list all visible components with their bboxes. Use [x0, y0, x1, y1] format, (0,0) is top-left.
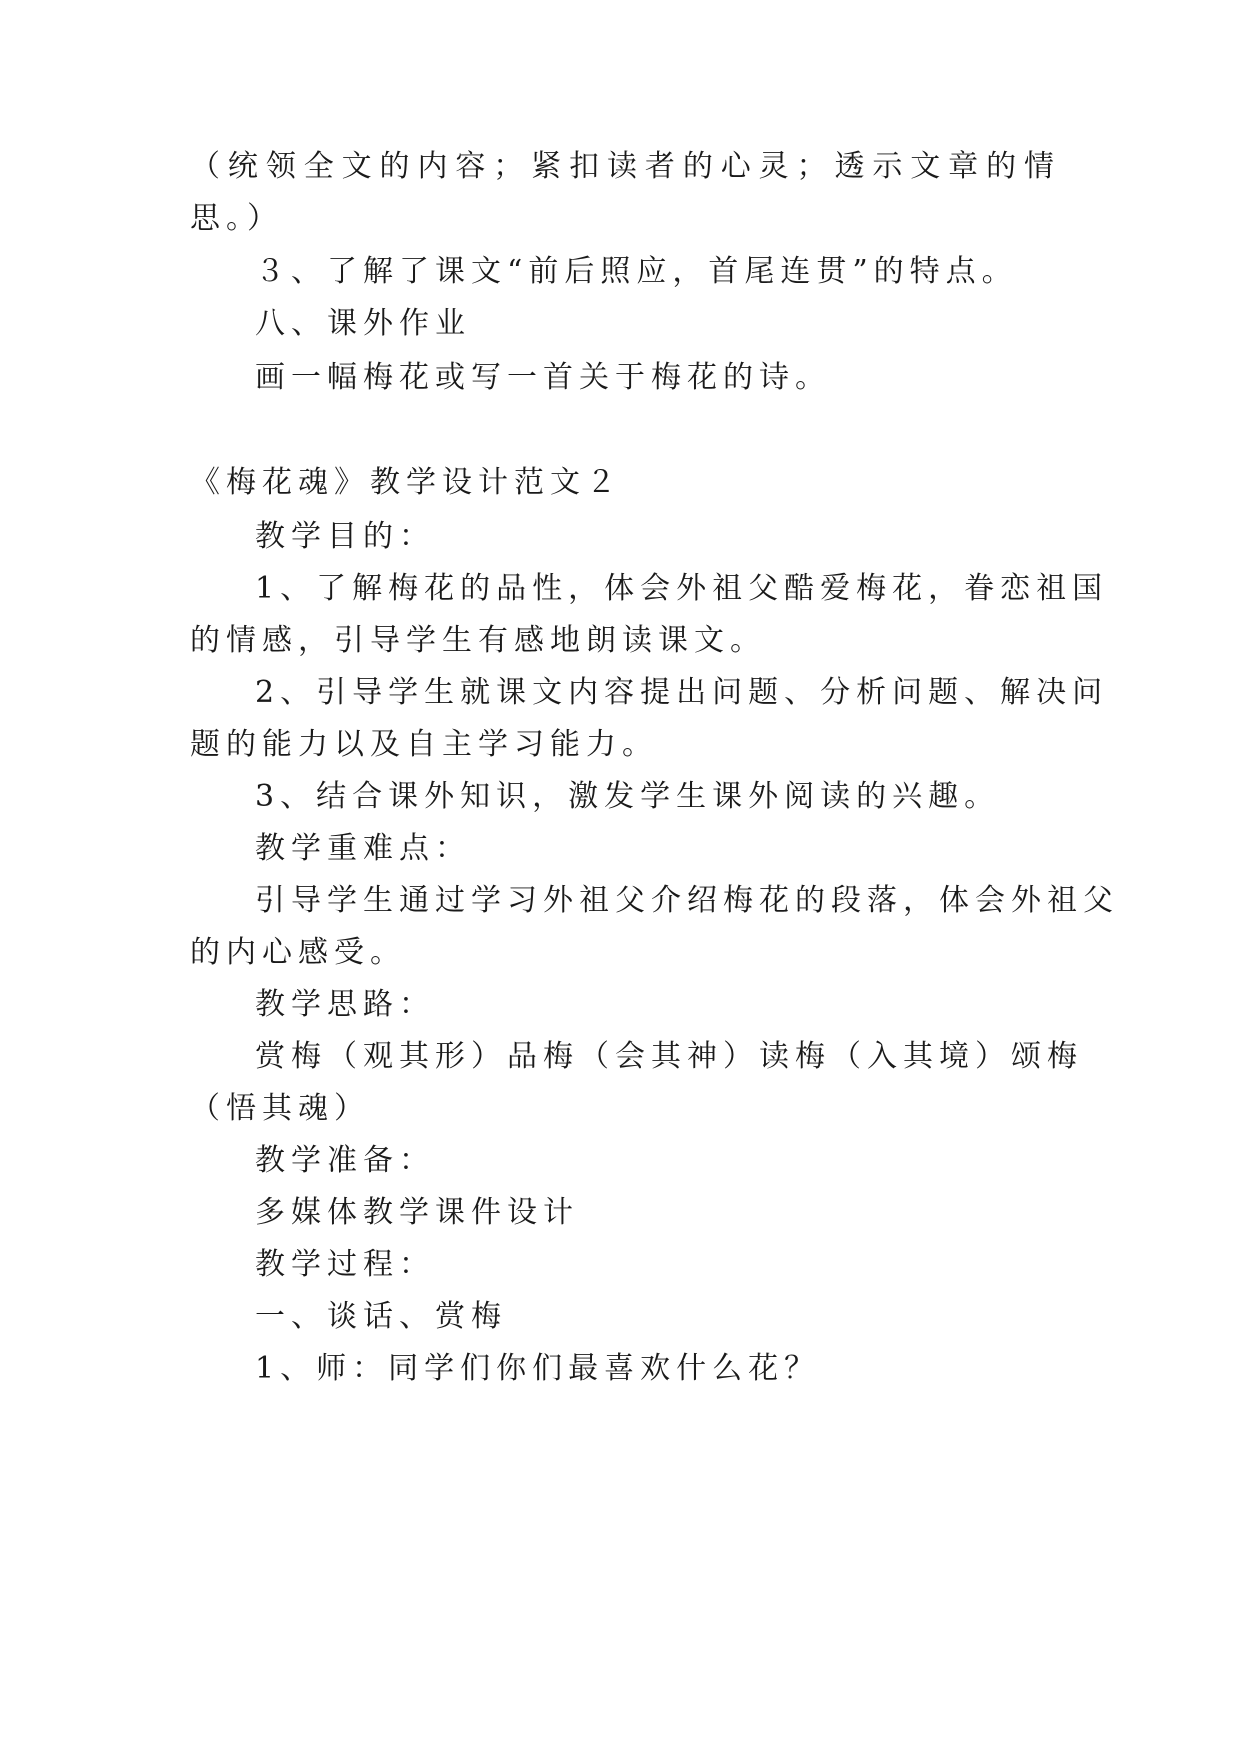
list-item: ３、了解了课文“前后照应，首尾连贯”的特点。	[255, 254, 1018, 289]
section-heading: 教学目的：	[255, 519, 435, 554]
section-heading: 一、谈话、赏梅	[255, 1299, 507, 1334]
list-item: 3、结合课外知识，激发学生课外阅读的兴趣。	[255, 779, 1001, 814]
paragraph-line: 的情感，引导学生有感地朗读课文。	[190, 623, 766, 658]
section-heading: 教学准备：	[255, 1143, 435, 1178]
paragraph-line: 题的能力以及自主学习能力。	[190, 727, 658, 762]
section-heading: 八、课外作业	[255, 306, 471, 341]
list-item: 1、师：同学们你们最喜欢什么花？	[255, 1351, 821, 1386]
list-item: 1、了解梅花的品性，体会外祖父酷爱梅花，眷恋祖国	[255, 571, 1109, 606]
list-item: 2、引导学生就课文内容提出问题、分析问题、解决问	[255, 675, 1109, 710]
paragraph-line: （悟其魂）	[190, 1091, 370, 1126]
document-title: 《梅花魂》教学设计范文２	[190, 465, 622, 500]
section-heading: 教学重难点：	[255, 831, 471, 866]
paragraph-line: 赏梅（观其形）品梅（会其神）读梅（入其境）颂梅	[255, 1039, 1083, 1074]
section-heading: 教学思路：	[255, 987, 435, 1022]
section-heading: 教学过程：	[255, 1247, 435, 1282]
paragraph-line: 思。）	[190, 201, 283, 236]
paragraph-line: 多媒体教学课件设计	[255, 1195, 579, 1230]
paragraph-line: 引导学生通过学习外祖父介绍梅花的段落，体会外祖父	[255, 883, 1119, 918]
paragraph-line: 画一幅梅花或写一首关于梅花的诗。	[255, 360, 831, 395]
paragraph-line: 的内心感受。	[190, 935, 406, 970]
paragraph-line: （统领全文的内容；紧扣读者的心灵；透示文章的情	[190, 149, 1060, 184]
